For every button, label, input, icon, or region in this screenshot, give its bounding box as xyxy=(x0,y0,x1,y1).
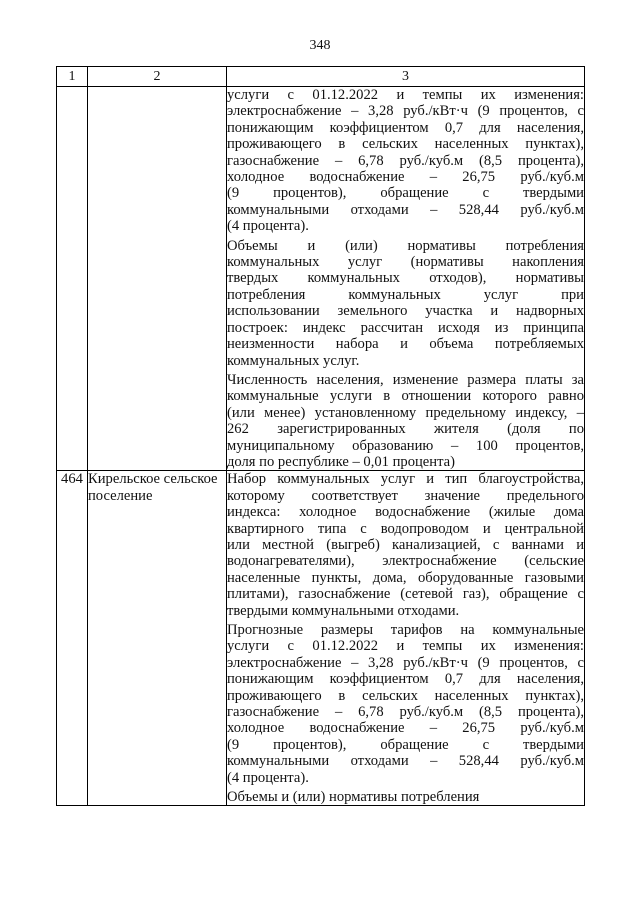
text-line: использовании земельного участка и надворных xyxy=(227,303,584,320)
text-line: проживающего в сельских населенных пунктах), xyxy=(227,136,584,153)
tariff-table xyxy=(56,66,585,806)
text-line: электроснабжение – 3,28 руб./кВт·ч (9 процентов, с xyxy=(227,103,584,120)
description-paragraph xyxy=(227,372,584,470)
column-header: 3 xyxy=(227,67,585,87)
text-line: доля по республике – 0,01 процента) xyxy=(227,453,455,470)
text-line: (9 процентов), обращение с твердыми xyxy=(227,185,584,202)
text-line: квартирного типа с водопроводом и центральной xyxy=(227,520,584,537)
description-paragraph xyxy=(227,471,584,619)
text-line: газоснабжение – 6,78 руб./куб.м (8,5 процента), xyxy=(227,704,584,721)
text-line: холодное водоснабжение – 26,75 руб./куб.м xyxy=(227,720,584,737)
text-line: коммунальных услуг. xyxy=(227,352,360,369)
text-line: неизменности набора и объема потребляемых xyxy=(227,336,584,353)
text-line: водонагревателями), электроснабжение (сельские xyxy=(227,553,584,570)
text-line: электроснабжение – 3,28 руб./кВт·ч (9 процентов, с xyxy=(227,654,584,671)
description-paragraph xyxy=(227,238,584,369)
text-line: проживающего в сельских населенных пунктах), xyxy=(227,687,584,704)
municipality-name: Кирельское сельское поселение xyxy=(88,471,227,806)
text-line: понижающим коэффициентом 0,7 для населения, xyxy=(227,119,584,136)
description-paragraph xyxy=(227,87,584,235)
text-line: или местной (выгреб) канализацией, с ваннами и xyxy=(227,536,584,553)
row-description xyxy=(227,471,585,806)
municipality-name xyxy=(88,87,227,471)
row-number xyxy=(57,87,88,471)
text-line: газоснабжение – 6,78 руб./куб.м (8,5 процента), xyxy=(227,152,584,169)
text-line: плитами), газоснабжение (сетевой газ), обращение с xyxy=(227,586,584,603)
text-line: Набор коммунальных услуг и тип благоустройства, xyxy=(227,471,584,488)
text-line: твердыми коммунальными отходами. xyxy=(227,602,460,619)
row-description xyxy=(227,87,585,471)
table-header-row xyxy=(57,67,585,87)
column-header: 2 xyxy=(88,67,227,87)
text-line: коммунальными отходами – 528,44 руб./куб.м xyxy=(227,201,584,218)
text-line: населенные пункты, дома, оборудованные газовыми xyxy=(227,569,584,586)
row-number: 464 xyxy=(57,471,88,806)
text-line: построек: индекс рассчитан исходя из принципа xyxy=(227,319,584,336)
description-paragraph xyxy=(227,622,584,786)
text-line: твердых коммунальных отходов), нормативы xyxy=(227,270,584,287)
text-line: потребления коммунальных услуг при xyxy=(227,286,584,303)
text-line: холодное водоснабжение – 26,75 руб./куб.м xyxy=(227,169,584,186)
text-line: индекса: холодное водоснабжение (жилые дома xyxy=(227,504,584,521)
text-line: (4 процента). xyxy=(227,769,309,786)
text-line: (4 процента). xyxy=(227,218,309,235)
text-line: Численность населения, изменение размера платы за xyxy=(227,371,584,388)
text-line: которому соответствует значение предельного xyxy=(227,487,584,504)
text-line: коммунальными отходами – 528,44 руб./куб.м xyxy=(227,753,584,770)
text-line: услуги с 01.12.2022 и темпы их изменения: xyxy=(227,87,584,103)
description-paragraph xyxy=(227,789,584,805)
text-line: (9 процентов), обращение с твердыми xyxy=(227,736,584,753)
text-line: Прогнозные размеры тарифов на коммунальные xyxy=(227,622,584,638)
text-line: Объемы и (или) нормативы потребления xyxy=(227,237,584,254)
text-line: муниципальному образованию – 100 процентов, xyxy=(227,437,584,454)
column-header: 1 xyxy=(57,67,88,87)
text-line: 262 зарегистрированных жителя (доля по xyxy=(227,421,584,438)
text-line: услуги с 01.12.2022 и темпы их изменения: xyxy=(227,638,584,655)
table-row xyxy=(57,87,585,471)
table-row xyxy=(57,471,585,806)
text-line: Объемы и (или) нормативы потребления xyxy=(227,789,480,806)
text-line: (или менее) установленному предельному индексу, – xyxy=(227,404,584,421)
page-number: 348 xyxy=(309,38,331,53)
text-line: понижающим коэффициентом 0,7 для населения, xyxy=(227,671,584,688)
text-line: коммунальных услуг (нормативы накопления xyxy=(227,254,584,271)
text-line: коммунальные услуги в отношении которого равно xyxy=(227,388,584,405)
